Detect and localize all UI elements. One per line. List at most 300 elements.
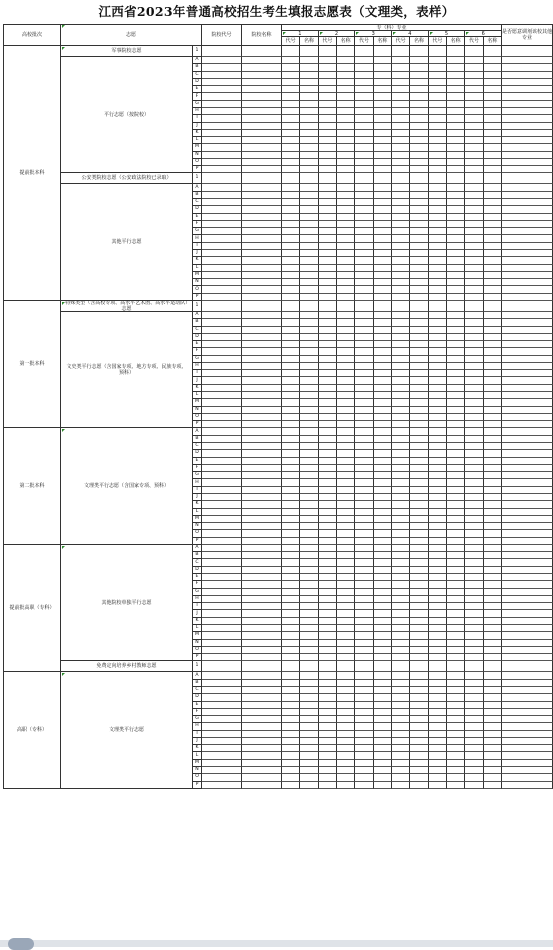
major-name-input[interactable] xyxy=(300,516,318,523)
major-name-input[interactable] xyxy=(484,680,502,687)
school-name-input[interactable] xyxy=(242,443,282,450)
major-code-input[interactable] xyxy=(319,559,337,566)
major-code-input[interactable] xyxy=(319,265,337,272)
adjust-choice-input[interactable] xyxy=(502,399,553,406)
major-code-input[interactable] xyxy=(282,257,300,264)
adjust-choice-input[interactable] xyxy=(502,709,553,716)
major-name-input[interactable] xyxy=(447,152,465,159)
major-name-input[interactable] xyxy=(410,250,428,257)
major-name-input[interactable] xyxy=(410,760,428,767)
major-code-input[interactable] xyxy=(429,214,447,221)
major-code-input[interactable] xyxy=(429,115,447,122)
major-code-input[interactable] xyxy=(319,123,337,130)
major-code-input[interactable] xyxy=(355,327,373,334)
major-name-input[interactable] xyxy=(484,159,502,166)
major-name-input[interactable] xyxy=(300,654,318,661)
major-name-input[interactable] xyxy=(300,392,318,399)
major-code-input[interactable] xyxy=(355,687,373,694)
major-code-input[interactable] xyxy=(355,377,373,384)
major-name-input[interactable] xyxy=(484,574,502,581)
major-name-input[interactable] xyxy=(337,370,355,377)
major-code-input[interactable] xyxy=(465,407,483,414)
school-name-input[interactable] xyxy=(242,654,282,661)
school-name-input[interactable] xyxy=(242,738,282,745)
major-name-input[interactable] xyxy=(300,166,318,173)
major-name-input[interactable] xyxy=(410,334,428,341)
major-name-input[interactable] xyxy=(447,618,465,625)
major-code-input[interactable] xyxy=(355,716,373,723)
major-name-input[interactable] xyxy=(300,72,318,79)
school-name-input[interactable] xyxy=(242,774,282,781)
adjust-choice-input[interactable] xyxy=(502,458,553,465)
major-code-input[interactable] xyxy=(319,370,337,377)
major-name-input[interactable] xyxy=(410,79,428,86)
major-name-input[interactable] xyxy=(337,130,355,137)
school-code-input[interactable] xyxy=(202,57,242,64)
major-name-input[interactable] xyxy=(374,265,392,272)
major-name-input[interactable] xyxy=(447,552,465,559)
major-code-input[interactable] xyxy=(319,745,337,752)
major-code-input[interactable] xyxy=(319,782,337,789)
adjust-choice-input[interactable] xyxy=(502,414,553,421)
school-name-input[interactable] xyxy=(242,159,282,166)
major-name-input[interactable] xyxy=(410,745,428,752)
adjust-choice-input[interactable] xyxy=(502,64,553,71)
school-code-input[interactable] xyxy=(202,774,242,781)
school-name-input[interactable] xyxy=(242,399,282,406)
school-code-input[interactable] xyxy=(202,250,242,257)
major-code-input[interactable] xyxy=(429,86,447,93)
school-name-input[interactable] xyxy=(242,272,282,279)
major-name-input[interactable] xyxy=(410,487,428,494)
major-code-input[interactable] xyxy=(355,159,373,166)
adjust-choice-input[interactable] xyxy=(502,774,553,781)
major-code-input[interactable] xyxy=(392,392,410,399)
major-code-input[interactable] xyxy=(282,567,300,574)
adjust-choice-input[interactable] xyxy=(502,694,553,701)
school-code-input[interactable] xyxy=(202,647,242,654)
major-code-input[interactable] xyxy=(465,301,483,312)
start-button-icon[interactable] xyxy=(8,938,34,950)
major-code-input[interactable] xyxy=(282,661,300,672)
major-name-input[interactable] xyxy=(374,709,392,716)
major-name-input[interactable] xyxy=(484,774,502,781)
major-code-input[interactable] xyxy=(319,228,337,235)
major-name-input[interactable] xyxy=(374,538,392,545)
major-code-input[interactable] xyxy=(465,385,483,392)
school-code-input[interactable] xyxy=(202,501,242,508)
major-name-input[interactable] xyxy=(374,137,392,144)
major-code-input[interactable] xyxy=(355,108,373,115)
major-code-input[interactable] xyxy=(392,235,410,242)
major-name-input[interactable] xyxy=(337,618,355,625)
major-code-input[interactable] xyxy=(392,312,410,319)
major-code-input[interactable] xyxy=(392,243,410,250)
major-code-input[interactable] xyxy=(465,265,483,272)
school-code-input[interactable] xyxy=(202,709,242,716)
major-name-input[interactable] xyxy=(337,745,355,752)
major-code-input[interactable] xyxy=(355,370,373,377)
major-name-input[interactable] xyxy=(410,479,428,486)
major-code-input[interactable] xyxy=(319,221,337,228)
major-code-input[interactable] xyxy=(429,312,447,319)
major-name-input[interactable] xyxy=(337,680,355,687)
major-code-input[interactable] xyxy=(429,640,447,647)
major-code-input[interactable] xyxy=(355,64,373,71)
major-name-input[interactable] xyxy=(374,501,392,508)
major-code-input[interactable] xyxy=(392,166,410,173)
major-name-input[interactable] xyxy=(410,472,428,479)
major-code-input[interactable] xyxy=(319,680,337,687)
school-code-input[interactable] xyxy=(202,654,242,661)
major-code-input[interactable] xyxy=(429,738,447,745)
major-code-input[interactable] xyxy=(465,523,483,530)
major-code-input[interactable] xyxy=(465,243,483,250)
major-name-input[interactable] xyxy=(447,79,465,86)
major-code-input[interactable] xyxy=(355,494,373,501)
major-code-input[interactable] xyxy=(429,494,447,501)
adjust-choice-input[interactable] xyxy=(502,199,553,206)
major-name-input[interactable] xyxy=(410,72,428,79)
adjust-choice-input[interactable] xyxy=(502,509,553,516)
adjust-choice-input[interactable] xyxy=(502,767,553,774)
major-code-input[interactable] xyxy=(392,385,410,392)
major-name-input[interactable] xyxy=(374,57,392,64)
major-name-input[interactable] xyxy=(300,399,318,406)
major-name-input[interactable] xyxy=(447,348,465,355)
school-code-input[interactable] xyxy=(202,370,242,377)
major-name-input[interactable] xyxy=(337,363,355,370)
major-code-input[interactable] xyxy=(282,472,300,479)
major-name-input[interactable] xyxy=(300,574,318,581)
major-code-input[interactable] xyxy=(429,399,447,406)
major-code-input[interactable] xyxy=(282,392,300,399)
major-name-input[interactable] xyxy=(337,723,355,730)
major-name-input[interactable] xyxy=(300,312,318,319)
major-name-input[interactable] xyxy=(374,716,392,723)
major-name-input[interactable] xyxy=(374,680,392,687)
major-name-input[interactable] xyxy=(447,709,465,716)
major-code-input[interactable] xyxy=(319,428,337,435)
major-code-input[interactable] xyxy=(355,538,373,545)
major-code-input[interactable] xyxy=(392,301,410,312)
major-code-input[interactable] xyxy=(392,589,410,596)
major-code-input[interactable] xyxy=(355,552,373,559)
major-code-input[interactable] xyxy=(282,494,300,501)
school-code-input[interactable] xyxy=(202,428,242,435)
adjust-choice-input[interactable] xyxy=(502,632,553,639)
school-name-input[interactable] xyxy=(242,115,282,122)
school-name-input[interactable] xyxy=(242,392,282,399)
major-code-input[interactable] xyxy=(355,501,373,508)
major-code-input[interactable] xyxy=(355,152,373,159)
major-code-input[interactable] xyxy=(319,589,337,596)
major-name-input[interactable] xyxy=(300,159,318,166)
school-name-input[interactable] xyxy=(242,661,282,672)
major-name-input[interactable] xyxy=(410,647,428,654)
major-name-input[interactable] xyxy=(410,228,428,235)
major-name-input[interactable] xyxy=(484,596,502,603)
major-code-input[interactable] xyxy=(319,625,337,632)
major-code-input[interactable] xyxy=(319,516,337,523)
major-name-input[interactable] xyxy=(337,221,355,228)
major-code-input[interactable] xyxy=(465,108,483,115)
major-code-input[interactable] xyxy=(465,101,483,108)
major-code-input[interactable] xyxy=(319,702,337,709)
school-name-input[interactable] xyxy=(242,221,282,228)
major-name-input[interactable] xyxy=(410,738,428,745)
school-name-input[interactable] xyxy=(242,356,282,363)
major-code-input[interactable] xyxy=(465,312,483,319)
major-name-input[interactable] xyxy=(300,79,318,86)
major-code-input[interactable] xyxy=(282,301,300,312)
school-code-input[interactable] xyxy=(202,632,242,639)
major-name-input[interactable] xyxy=(374,465,392,472)
major-name-input[interactable] xyxy=(484,407,502,414)
major-name-input[interactable] xyxy=(484,294,502,301)
major-code-input[interactable] xyxy=(319,407,337,414)
school-name-input[interactable] xyxy=(242,385,282,392)
major-name-input[interactable] xyxy=(447,64,465,71)
major-name-input[interactable] xyxy=(484,672,502,679)
major-code-input[interactable] xyxy=(429,57,447,64)
major-code-input[interactable] xyxy=(282,647,300,654)
major-code-input[interactable] xyxy=(355,123,373,130)
major-code-input[interactable] xyxy=(429,767,447,774)
major-name-input[interactable] xyxy=(337,72,355,79)
major-name-input[interactable] xyxy=(410,46,428,57)
major-name-input[interactable] xyxy=(374,159,392,166)
major-name-input[interactable] xyxy=(374,407,392,414)
school-code-input[interactable] xyxy=(202,523,242,530)
major-code-input[interactable] xyxy=(392,672,410,679)
major-name-input[interactable] xyxy=(337,661,355,672)
major-name-input[interactable] xyxy=(337,450,355,457)
major-code-input[interactable] xyxy=(282,559,300,566)
school-name-input[interactable] xyxy=(242,596,282,603)
major-name-input[interactable] xyxy=(337,603,355,610)
major-name-input[interactable] xyxy=(337,509,355,516)
major-name-input[interactable] xyxy=(447,279,465,286)
major-name-input[interactable] xyxy=(300,538,318,545)
major-code-input[interactable] xyxy=(392,407,410,414)
major-code-input[interactable] xyxy=(319,184,337,191)
major-code-input[interactable] xyxy=(355,115,373,122)
major-name-input[interactable] xyxy=(300,479,318,486)
major-name-input[interactable] xyxy=(410,93,428,100)
major-code-input[interactable] xyxy=(429,436,447,443)
major-name-input[interactable] xyxy=(484,640,502,647)
major-code-input[interactable] xyxy=(355,640,373,647)
major-name-input[interactable] xyxy=(484,702,502,709)
major-name-input[interactable] xyxy=(410,752,428,759)
major-code-input[interactable] xyxy=(392,552,410,559)
major-code-input[interactable] xyxy=(355,243,373,250)
school-code-input[interactable] xyxy=(202,545,242,552)
major-name-input[interactable] xyxy=(374,661,392,672)
major-name-input[interactable] xyxy=(300,672,318,679)
major-code-input[interactable] xyxy=(465,767,483,774)
major-code-input[interactable] xyxy=(282,152,300,159)
major-code-input[interactable] xyxy=(429,407,447,414)
major-code-input[interactable] xyxy=(429,356,447,363)
major-code-input[interactable] xyxy=(355,738,373,745)
major-name-input[interactable] xyxy=(300,370,318,377)
major-name-input[interactable] xyxy=(484,363,502,370)
major-code-input[interactable] xyxy=(429,716,447,723)
major-code-input[interactable] xyxy=(319,199,337,206)
school-code-input[interactable] xyxy=(202,723,242,730)
major-code-input[interactable] xyxy=(319,72,337,79)
major-name-input[interactable] xyxy=(447,108,465,115)
major-name-input[interactable] xyxy=(447,192,465,199)
major-code-input[interactable] xyxy=(465,487,483,494)
major-code-input[interactable] xyxy=(429,137,447,144)
major-name-input[interactable] xyxy=(484,93,502,100)
major-name-input[interactable] xyxy=(300,731,318,738)
major-code-input[interactable] xyxy=(429,221,447,228)
major-code-input[interactable] xyxy=(392,86,410,93)
major-name-input[interactable] xyxy=(447,760,465,767)
major-code-input[interactable] xyxy=(392,680,410,687)
school-name-input[interactable] xyxy=(242,731,282,738)
major-code-input[interactable] xyxy=(429,108,447,115)
major-code-input[interactable] xyxy=(429,443,447,450)
major-name-input[interactable] xyxy=(337,479,355,486)
major-code-input[interactable] xyxy=(319,767,337,774)
major-code-input[interactable] xyxy=(319,687,337,694)
major-name-input[interactable] xyxy=(374,516,392,523)
major-code-input[interactable] xyxy=(465,184,483,191)
major-code-input[interactable] xyxy=(319,647,337,654)
major-name-input[interactable] xyxy=(410,680,428,687)
major-name-input[interactable] xyxy=(374,385,392,392)
major-code-input[interactable] xyxy=(282,356,300,363)
major-name-input[interactable] xyxy=(410,661,428,672)
major-code-input[interactable] xyxy=(282,363,300,370)
major-code-input[interactable] xyxy=(355,632,373,639)
major-code-input[interactable] xyxy=(465,702,483,709)
major-code-input[interactable] xyxy=(465,552,483,559)
major-code-input[interactable] xyxy=(355,184,373,191)
major-name-input[interactable] xyxy=(300,436,318,443)
major-code-input[interactable] xyxy=(355,610,373,617)
adjust-choice-input[interactable] xyxy=(502,334,553,341)
major-code-input[interactable] xyxy=(392,760,410,767)
major-code-input[interactable] xyxy=(355,567,373,574)
major-name-input[interactable] xyxy=(447,716,465,723)
major-code-input[interactable] xyxy=(392,782,410,789)
major-code-input[interactable] xyxy=(465,738,483,745)
major-code-input[interactable] xyxy=(465,272,483,279)
major-code-input[interactable] xyxy=(355,407,373,414)
major-name-input[interactable] xyxy=(300,86,318,93)
adjust-choice-input[interactable] xyxy=(502,436,553,443)
major-code-input[interactable] xyxy=(392,214,410,221)
major-code-input[interactable] xyxy=(465,46,483,57)
major-name-input[interactable] xyxy=(410,64,428,71)
school-code-input[interactable] xyxy=(202,265,242,272)
major-code-input[interactable] xyxy=(429,450,447,457)
major-name-input[interactable] xyxy=(374,610,392,617)
major-name-input[interactable] xyxy=(410,465,428,472)
major-name-input[interactable] xyxy=(410,144,428,151)
major-code-input[interactable] xyxy=(429,647,447,654)
major-code-input[interactable] xyxy=(282,552,300,559)
major-name-input[interactable] xyxy=(447,221,465,228)
major-code-input[interactable] xyxy=(319,243,337,250)
major-name-input[interactable] xyxy=(447,57,465,64)
major-name-input[interactable] xyxy=(300,173,318,184)
adjust-choice-input[interactable] xyxy=(502,385,553,392)
major-code-input[interactable] xyxy=(355,509,373,516)
major-name-input[interactable] xyxy=(337,523,355,530)
school-name-input[interactable] xyxy=(242,377,282,384)
major-name-input[interactable] xyxy=(484,647,502,654)
major-name-input[interactable] xyxy=(374,421,392,428)
major-code-input[interactable] xyxy=(392,348,410,355)
major-code-input[interactable] xyxy=(319,115,337,122)
major-code-input[interactable] xyxy=(429,523,447,530)
major-name-input[interactable] xyxy=(410,494,428,501)
major-name-input[interactable] xyxy=(337,144,355,151)
major-code-input[interactable] xyxy=(355,654,373,661)
major-code-input[interactable] xyxy=(465,654,483,661)
major-code-input[interactable] xyxy=(392,356,410,363)
major-name-input[interactable] xyxy=(300,647,318,654)
major-name-input[interactable] xyxy=(410,545,428,552)
school-code-input[interactable] xyxy=(202,661,242,672)
major-code-input[interactable] xyxy=(319,399,337,406)
school-name-input[interactable] xyxy=(242,199,282,206)
major-code-input[interactable] xyxy=(465,680,483,687)
major-name-input[interactable] xyxy=(410,672,428,679)
major-name-input[interactable] xyxy=(410,702,428,709)
major-name-input[interactable] xyxy=(484,610,502,617)
major-code-input[interactable] xyxy=(392,421,410,428)
major-name-input[interactable] xyxy=(300,752,318,759)
major-name-input[interactable] xyxy=(410,421,428,428)
major-name-input[interactable] xyxy=(447,545,465,552)
school-name-input[interactable] xyxy=(242,516,282,523)
major-code-input[interactable] xyxy=(282,709,300,716)
major-name-input[interactable] xyxy=(447,137,465,144)
major-code-input[interactable] xyxy=(465,137,483,144)
major-name-input[interactable] xyxy=(410,243,428,250)
major-code-input[interactable] xyxy=(429,774,447,781)
major-code-input[interactable] xyxy=(392,79,410,86)
major-code-input[interactable] xyxy=(282,57,300,64)
major-name-input[interactable] xyxy=(410,596,428,603)
major-code-input[interactable] xyxy=(355,559,373,566)
major-name-input[interactable] xyxy=(410,610,428,617)
major-code-input[interactable] xyxy=(429,458,447,465)
major-code-input[interactable] xyxy=(465,752,483,759)
major-code-input[interactable] xyxy=(355,137,373,144)
major-code-input[interactable] xyxy=(465,538,483,545)
adjust-choice-input[interactable] xyxy=(502,702,553,709)
major-name-input[interactable] xyxy=(300,472,318,479)
major-name-input[interactable] xyxy=(447,589,465,596)
major-name-input[interactable] xyxy=(484,399,502,406)
major-code-input[interactable] xyxy=(355,421,373,428)
major-code-input[interactable] xyxy=(282,86,300,93)
major-name-input[interactable] xyxy=(447,93,465,100)
major-code-input[interactable] xyxy=(429,152,447,159)
major-code-input[interactable] xyxy=(465,86,483,93)
major-code-input[interactable] xyxy=(355,348,373,355)
major-name-input[interactable] xyxy=(300,760,318,767)
